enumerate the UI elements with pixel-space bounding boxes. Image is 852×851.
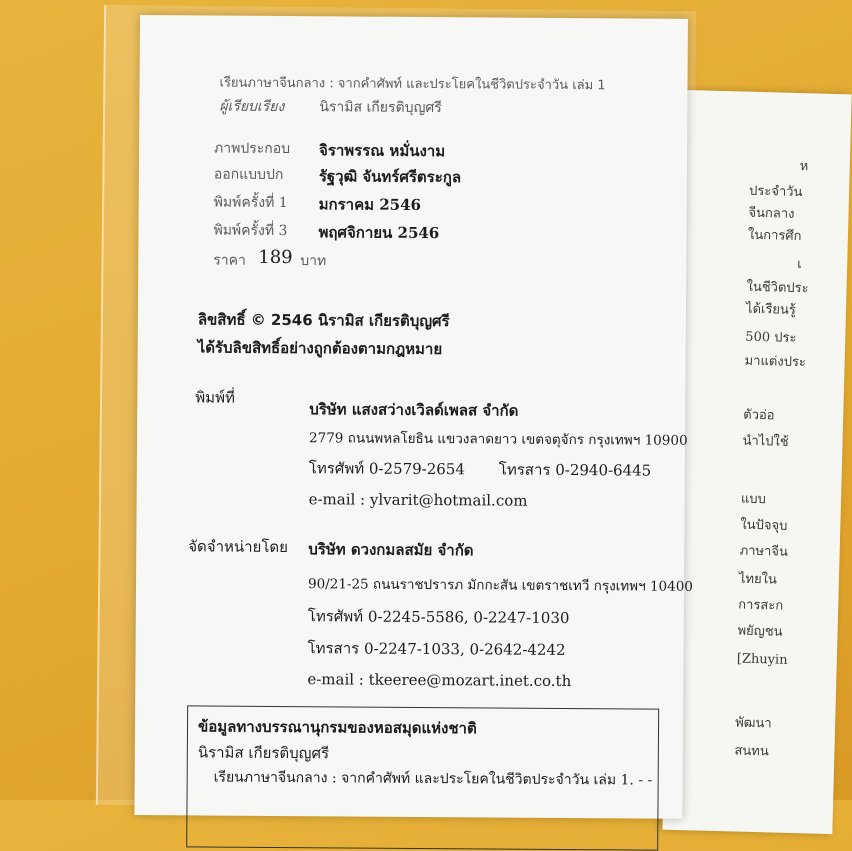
distributor-company: บริษัท ดวงกมลสมัย จำกัด (308, 540, 474, 560)
back-text: นำไปใช้ (742, 433, 789, 450)
back-text: ในปัจจุบ (740, 517, 788, 534)
back-text: พัฒนา (734, 715, 772, 732)
cip-title: เรียนภาษาจีนกลาง : จากคำศัพท์ และประโยคในชีวิตประจำวัน เล่ม 1. - - (213, 769, 653, 789)
credit-value: รัฐวุฒิ จันทร์ศรีตระกูล (318, 167, 462, 187)
printer-email: e-mail : ylvarit@hotmail.com (308, 490, 528, 510)
credit-label: ออกแบบปก (213, 166, 284, 184)
credit-value: พฤศจิกายน 2546 (318, 223, 440, 243)
back-text: สนทน (734, 743, 769, 760)
back-text: ตัวอ่อ (743, 407, 775, 424)
back-text: พยัญชน (737, 623, 783, 640)
back-text: ในการศึก (747, 227, 802, 245)
book-title-line: เรียนภาษาจีนกลาง : จากคำศัพท์ และประโยคในชีวิตประจำวัน เล่ม 1 (219, 75, 606, 94)
copyright-line: ลิขสิทธิ์ © 2546 นิรามิส เกียรติบุญศรี (197, 310, 450, 331)
back-text: ในชีวิตประ (746, 279, 809, 297)
distributor-fax: โทรสาร 0-2247-1033, 0-2642-4242 (307, 639, 566, 659)
distributor-label: จัดจำหน่ายโดย (188, 537, 289, 557)
cip-box (186, 705, 659, 850)
printer-label: พิมพ์ที่ (195, 388, 235, 407)
copyright-notice: ได้รับลิขสิทธิ์อย่างถูกต้องตามกฎหมาย (197, 338, 443, 359)
copyright-page (134, 15, 693, 819)
printer-company: บริษัท แสงสว่างเวิลด์เพลส จำกัด (309, 400, 519, 420)
credit-label: พิมพ์ครั้งที่ 1 (213, 194, 288, 212)
distributor-address: 90/21-25 ถนนราชปรารภ มักกะสัน เขตราชเทวี กรุงเทพฯ 10400 (307, 576, 693, 595)
back-text: การสะก (738, 597, 784, 614)
printer-phone: โทรศัพท์ 0-2579-2654 (308, 459, 465, 479)
credit-value: จิราพรรณ หมั่นงาม (318, 141, 446, 161)
back-text: ไทยใน (738, 571, 778, 588)
cip-author: นิรามิส เกียรติบุญศรี (197, 743, 330, 763)
price-value: 189 (258, 246, 293, 269)
cip-heading: ข้อมูลทางบรรณานุกรมของหอสมุดแห่งชาติ (197, 717, 477, 738)
credit-label: ภาพประกอบ (214, 140, 291, 158)
price-label: ราคา (213, 252, 246, 269)
back-text: 500 ประ (745, 329, 797, 346)
printer-fax: โทรสาร 0-2940-6445 (498, 460, 652, 480)
back-text: ห (799, 159, 809, 175)
compiler-name: นิรามิส เกียรติบุญศรี (319, 99, 442, 117)
back-text: แบบ (740, 491, 767, 508)
credit-label: พิมพ์ครั้งที่ 3 (213, 222, 288, 240)
back-text: จีนกลาง (748, 205, 795, 222)
printer-address: 2779 ถนนพหลโยธิน แขวงลาดยาว เขตจตุจักร กรุงเทพฯ 10900 (308, 430, 688, 449)
back-text: ประจำวัน (748, 183, 803, 201)
back-text: เ (796, 256, 802, 273)
back-text: ภาษาจีน (739, 543, 789, 560)
back-text: ได้เรียนรู้ (745, 301, 797, 318)
credit-value: มกราคม 2546 (318, 195, 422, 214)
distributor-email: e-mail : tkeeree@mozart.inet.co.th (307, 670, 572, 691)
price-unit: บาท (300, 253, 327, 270)
back-text: [Zhuyin (736, 651, 788, 668)
compiler-label: ผู้เรียบเรียง (219, 98, 285, 116)
distributor-phone: โทรศัพท์ 0-2245-5586, 0-2247-1030 (307, 607, 570, 628)
back-text: มาแต่งประ (744, 353, 807, 371)
